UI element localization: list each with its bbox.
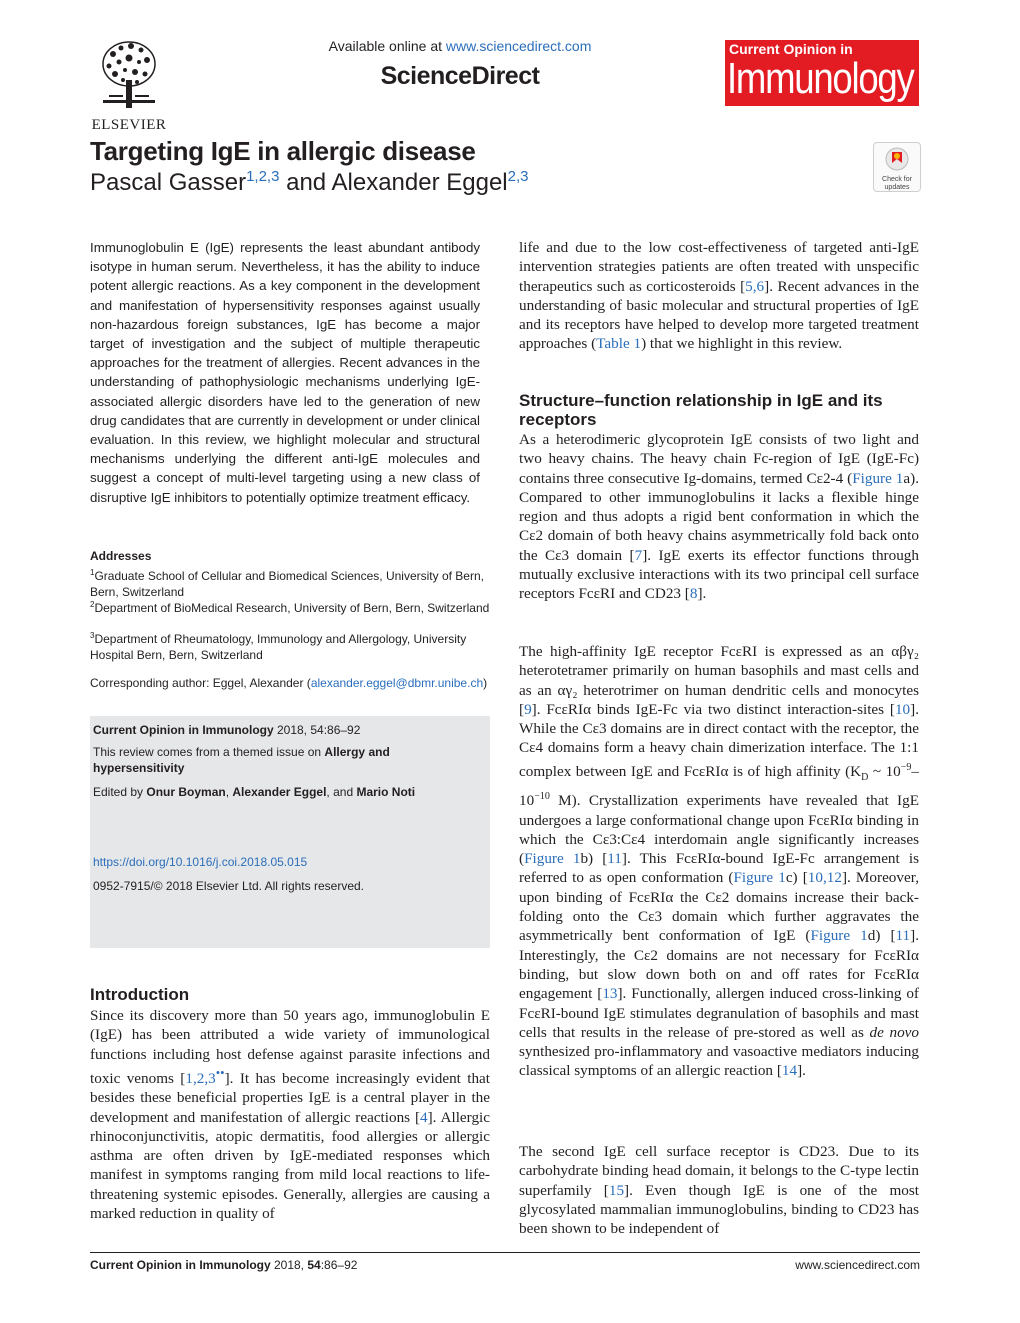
addresses-heading: Addresses [90,549,152,563]
text-run: ]. Allergic rhinoconjunctivitis, atopic dermatitis, food allergies or allergic asthma are often driven by IgE-mediated responses which manifest in symptoms ranging from mild local reactions to life-threatening systemic episodes. Generally, allergies are causing a marked reduction in quality of [90,1108,490,1223]
text-run: ]. IgE exerts its effector functions through mutually exclusive interactions with its two principal cell surface receptors FcεRI and CD23 [ [519,546,919,603]
elsevier-tree-icon [99,40,159,110]
footer-pages: :86–92 [320,1258,358,1272]
body-paragraph [519,430,919,604]
text-run: –10 [519,762,919,810]
ref-link[interactable]: 8 [689,585,698,603]
text-run: synthesized pro-inflammatory and vasoactive mediators inducing classical symptoms of an allergic reaction [ [519,1043,919,1080]
address-text: Department of BioMedical Research, University of Bern, Bern, Switzerland [94,601,490,615]
abstract: Immunoglobulin E (IgE) represents the least abundant antibody isotype in human serum. Nevertheless, it has the ability to induce potent allergic reactions. As a key component in the development and manifestation of hypersensitivity responses against usually non-hazardous foreign substances, IgE has become a major target of investigation and the subject of multiple therapeutic approaches for the treatment of allergies. Recent advances in the understanding of pathophysiologic mechanisms underlying IgE-associated allergic disorders have led to the generation of new drug candidates that are currently in development or under clinical evaluation. In this review, we highlight molecular and structural mechanisms underlying the different anti-IgE molecules and suggest a concept of multi-level targeting using a new class of disruptive IgE inhibitors to potentially optimize treatment efficacy. [90,240,480,505]
ref-importance-marker: •• [215,1065,225,1080]
editor-and: , and [326,785,357,799]
text-run: ]. Interestingly, the Cε2 domains are not necessary for FcεRIα binding, but slow down both on and off rates for FcεRIα engagement [ [519,927,919,1003]
corresponding-author [90,675,490,691]
text-run: ]. This FcεRIα-bound IgE-Fc arrangement is referred to as open conformation ( [519,850,919,887]
figure-link[interactable]: Figure 1 [733,869,786,887]
editor-name: Onur Boyman [146,785,226,799]
text-run: ]. Recent advances in the understanding of basic molecular and structural properties of IgE and its receptors have helped to develop more targeted treatment approaches ( [519,277,919,353]
info-citation [93,722,483,738]
address-number: 3 [90,631,95,640]
info-editors: Edited by Onur Boyman, Alexander Eggel, and Mario Noti [93,785,416,799]
available-online [300,38,620,54]
ref-link[interactable]: 13 [602,985,618,1003]
doi-link[interactable]: https://doi.org/10.1016/j.coi.2018.05.015 [93,855,308,869]
check-for-updates-badge[interactable] [873,142,921,192]
ref-link[interactable]: 4 [420,1108,428,1126]
text-run: life and due to the low cost-effectiveness of targeted anti-IgE intervention strategies patients are often treated with unspecific therapeutics such as corticosteroids [ [519,239,919,295]
info-edited-prefix: Edited by [93,785,147,799]
address-number: 2 [90,600,95,609]
footer-year: 2018, [270,1258,308,1272]
text-run: c) [ [785,869,808,887]
author-name: Pascal Gasser [90,169,247,196]
text-sup: −9 [900,761,912,773]
figure-link[interactable]: Figure 1 [524,850,581,868]
text-run: d) [ [867,927,896,945]
body-paragraph [519,238,919,354]
info-citation-details: 2018, 54:86–92 [273,723,361,737]
corr-email-link[interactable]: alexander.eggel@dbmr.unibe.ch [310,676,484,690]
check-for-updates-icon [885,147,909,171]
journal-banner [725,40,919,106]
copyright: 0952-7915/© 2018 Elsevier Ltd. All rights reserved. [93,879,364,893]
table-link[interactable]: Table 1 [596,335,642,353]
author-and: and [279,169,332,196]
text-sup: −10 [534,791,550,803]
text-run: As a heterodimeric glycoprotein IgE consists of two light and two heavy chains. The heavy chain Fc-region of IgE (IgE-Fc) contains three consecutive Ig-domains, termed Cε2-4 ( [519,431,919,487]
text-run: ]. FcεRIα binds IgE-Fc via two distinct interaction-sites [ [531,700,895,718]
ref-link[interactable]: 10,12 [807,869,842,887]
article-title: Targeting IgE in allergic disease [90,136,476,166]
ref-link[interactable]: 5,6 [745,277,765,295]
address-text: Graduate School of Cellular and Biomedical Sciences, University of Bern, Bern, Switzerland [90,569,484,599]
text-run: b) [ [580,850,608,868]
text-sub: D [861,771,869,783]
journal-banner-main: Immunology [727,54,914,103]
text-run: ]. [797,1062,806,1080]
article-info-box [90,716,490,948]
footer-rule [90,1252,920,1253]
elsevier-logo [90,40,168,133]
address-number: 1 [90,568,95,577]
ref-link[interactable]: 11 [607,850,622,868]
body-paragraph [519,642,919,1081]
text-run: ]. Even though IgE is one of the most glycosylated mammalian immunoglobulins, binding to CD23 has been shown to be independent of [519,1181,919,1238]
text-run: M). Crystallization experiments have revealed that IgE undergoes a large conformational change upon FcεRIα binding in which the Cε3:Cε4 interdomain angle significantly increases ( [519,792,919,868]
address-text: Department of Rheumatology, Immunology and Allergology, University Hospital Bern, Bern, Switzerland [90,632,467,662]
intro-heading: Introduction [90,985,190,1004]
text-run: The high-affinity IgE receptor FcεRI is expressed as an αβγ₂ heterotetramer primarily on human basophils and mast cells and as an αγ₂ heterotrimer on human dendritic cells and monocytes [ [519,643,919,718]
author-name: Alexander Eggel [331,169,508,196]
footer-citation [90,1258,357,1272]
journal-banner-top: Current Opinion in [729,41,853,57]
intro-paragraph [90,1006,490,1223]
text-run: ~ 10 [868,762,901,780]
text-run: ) that we highlight in this review. [641,335,843,353]
text-run: Since its discovery more than 50 years ago, immunoglobulin E (IgE) has been attributed a wide variety of immunological functions including host defense against parasite infections and toxic venoms [ [90,1007,490,1087]
footer-volume: 54 [307,1258,321,1272]
address-item [90,628,490,663]
publisher-name: ELSEVIER [91,117,167,133]
figure-link[interactable]: Figure 1 [852,469,904,487]
address-item [90,597,490,616]
check-badge-text [874,176,920,192]
text-run: ]. Functionally, allergen induced cross-linking of FcεRI-bound IgE stimulates degranulation of basophils and mast cells that results in the release of pre-stored as well as [519,985,919,1041]
ref-link[interactable]: 14 [781,1062,798,1080]
text-run: ]. Moreover, upon binding of FcεRIα the Cε2 domains increase their back-folding onto the Cε3 domain which further aggravates the asymmetrically bent conformation of IgE ( [519,869,919,945]
footer-url[interactable]: www.sciencedirect.com [795,1258,920,1272]
available-prefix: Available online at [328,38,446,54]
author-line [90,168,528,197]
ref-link[interactable]: 1,2,3 [185,1069,216,1087]
sciencedirect-link[interactable]: www.sciencedirect.com [445,38,592,54]
author-affiliation[interactable]: 1,2,3 [246,168,280,185]
ref-link[interactable]: 15 [608,1181,625,1199]
address-item [90,565,490,600]
info-theme [93,744,483,776]
text-run: The second IgE cell surface receptor is CD23. Due to its carbohydrate binding head domain, it belongs to the C-type lectin superfamily [ [519,1143,919,1199]
text-run: ]. It has become increasingly evident that besides these beneficial properties IgE is a central player in the development and manifestation of allergic reactions [ [90,1069,491,1126]
text-italic: de novo [869,1023,919,1041]
figure-link[interactable]: Figure 1 [810,927,868,945]
info-theme-name: Allergy and hypersensitivity [93,745,390,775]
text-run: a). Compared to other immunoglobulins it lacks a flexible hinge region and thus adopts a rigid bent conformation in which the Cε2 domain of both heavy chains asymmetrically fold back onto the Cε3 domain [ [519,469,919,564]
text-run: ]. [697,585,707,603]
body-paragraph [519,1142,919,1238]
check-badge-line1: Check for [882,176,912,183]
info-theme-prefix: This review comes from a themed issue on [93,745,325,759]
corr-prefix: Corresponding author: Eggel, Alexander ( [90,676,311,690]
author-affiliation[interactable]: 2,3 [507,168,529,185]
text-run: ]. While the Cε3 domains are in direct contact with the receptor, the Cε4 domains form a heavy chain dimerization interface. The 1:1 complex between IgE and FcεRIα is of high affinity (K [519,700,919,780]
footer-journal: Current Opinion in Immunology [90,1258,271,1272]
editor-name: Mario Noti [356,785,416,799]
corr-suffix: ) [483,676,488,690]
ref-link[interactable]: 9 [524,700,532,718]
platform-name: ScienceDirect [380,62,540,90]
ref-link[interactable]: 10 [894,700,911,718]
section-heading: Structure–function relationship in IgE and its receptors [519,391,883,429]
ref-link[interactable]: 7 [634,546,643,564]
editor-name: Alexander Eggel [232,785,327,799]
ref-link[interactable]: 11 [895,927,911,945]
info-journal: Current Opinion in Immunology [93,723,274,737]
check-badge-line2: updates [884,184,910,191]
